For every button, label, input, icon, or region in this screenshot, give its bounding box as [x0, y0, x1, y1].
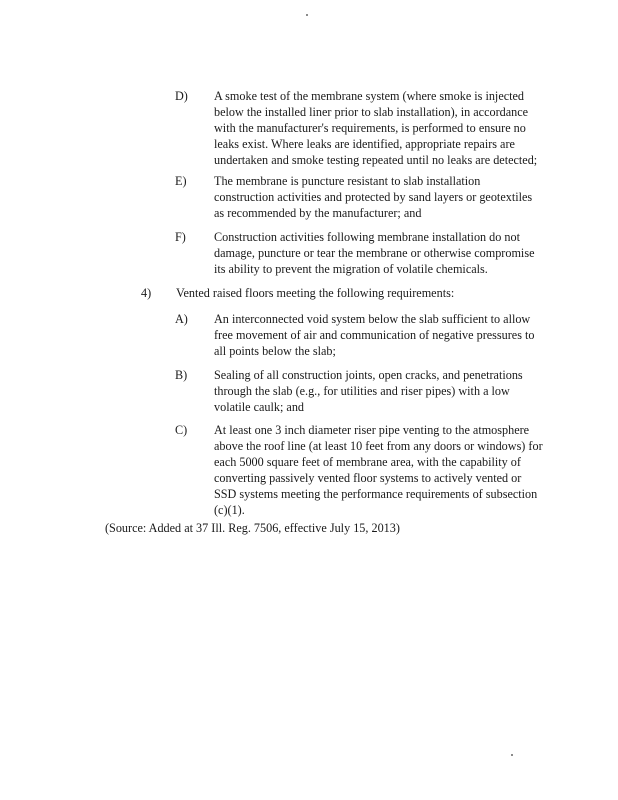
- text-line: At least one 3 inch diameter riser pipe venting to the atmosphere: [214, 423, 530, 437]
- text-line: through the slab (e.g., for utilities and riser pipes) with a low: [214, 384, 510, 398]
- item-label: C): [175, 423, 188, 437]
- item-text: [176, 285, 556, 301]
- scan-speck: [306, 14, 308, 16]
- text-line: below the installed liner prior to slab installation), in accordance: [214, 105, 529, 119]
- source-note: (Source: Added at 37 Ill. Reg. 7506, effective July 15, 2013): [105, 521, 400, 535]
- text-line: Vented raised floors meeting the following requirements:: [176, 286, 455, 300]
- text-line: leaks exist. Where leaks are identified, appropriate repairs are: [214, 137, 515, 151]
- text-line: as recommended by the manufacturer; and: [214, 206, 422, 220]
- text-line: each 5000 square feet of membrane area, with the capability of: [214, 455, 521, 469]
- text-line: The membrane is puncture resistant to slab installation: [214, 174, 481, 188]
- item-label: F): [175, 230, 186, 244]
- text-line: undertaken and smoke testing repeated until no leaks are detected;: [214, 153, 538, 167]
- text-line: An interconnected void system below the slab sufficient to allow: [214, 312, 531, 326]
- text-line: volatile caulk; and: [214, 400, 305, 414]
- text-line: damage, puncture or tear the membrane or otherwise compromise: [214, 246, 535, 260]
- item-label: D): [175, 89, 188, 103]
- text-line: A smoke test of the membrane system (where smoke is injected: [214, 89, 525, 103]
- item-text: [214, 173, 544, 221]
- text-line: its ability to prevent the migration of volatile chemicals.: [214, 262, 488, 276]
- scan-speck: [511, 754, 513, 756]
- text-line: construction activities and protected by sand layers or geotextiles: [214, 190, 533, 204]
- item-label: A): [175, 312, 188, 326]
- text-line: (c)(1).: [214, 503, 245, 517]
- item-text: [214, 311, 544, 359]
- text-line: all points below the slab;: [214, 344, 336, 358]
- item-label: B): [175, 368, 188, 382]
- text-line: SSD systems meeting the performance requirements of subsection: [214, 487, 538, 501]
- text-line: above the roof line (at least 10 feet from any doors or windows) for: [214, 439, 543, 453]
- item-label: E): [175, 174, 187, 188]
- item-text: [214, 88, 544, 168]
- text-line: Construction activities following membrane installation do not: [214, 230, 520, 244]
- text-line: with the manufacturer's requirements, is performed to ensure no: [214, 121, 526, 135]
- text-line: converting passively vented floor systems to actively vented or: [214, 471, 522, 485]
- item-text: [214, 367, 544, 415]
- item-text: [214, 229, 544, 277]
- text-line: Sealing of all construction joints, open cracks, and penetrations: [214, 368, 523, 382]
- item-text: [214, 422, 544, 518]
- text-line: free movement of air and communication of negative pressures to: [214, 328, 535, 342]
- item-label: 4): [141, 286, 152, 300]
